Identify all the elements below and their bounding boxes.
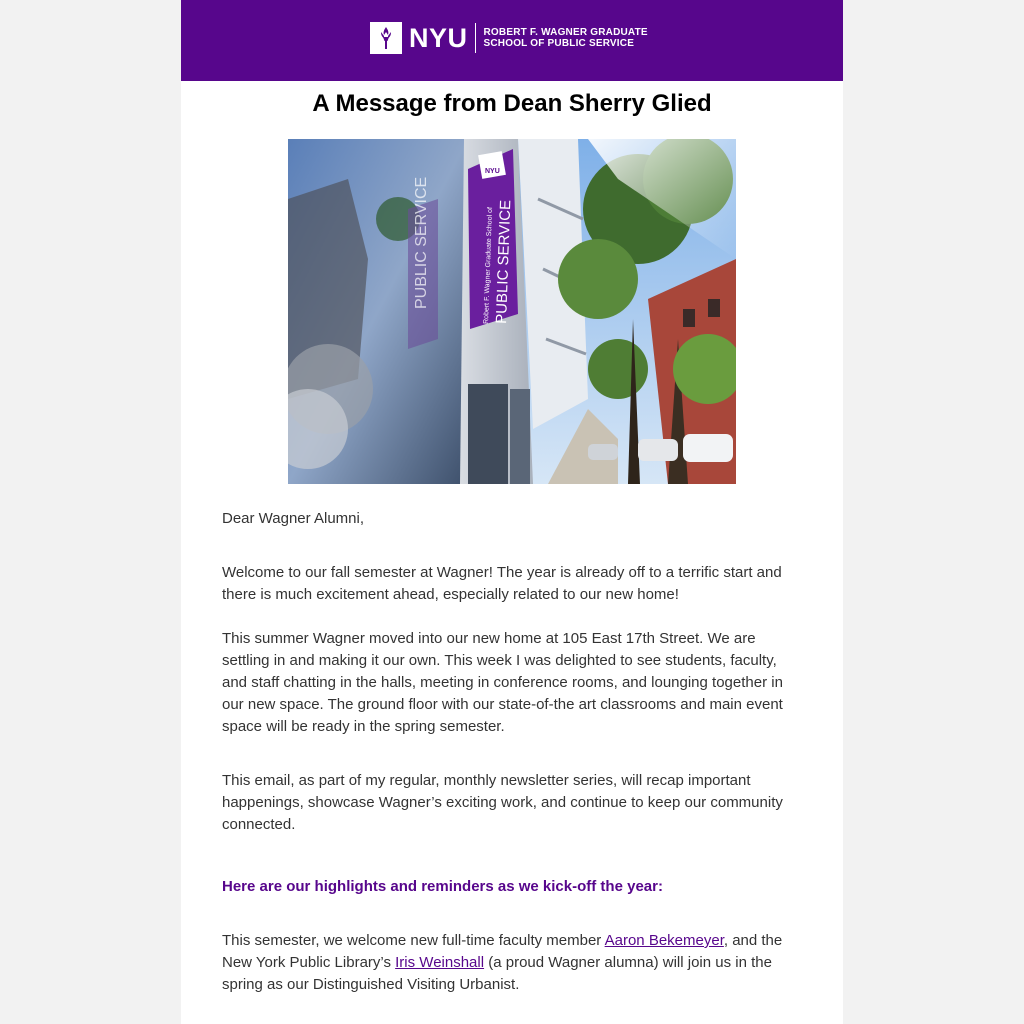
paragraph-faculty-part3: (a proud Wagner alumna) will join us in the spring as our Distinguished Visiting Urbanist. [222, 954, 772, 993]
paragraph-faculty-part2: , and the New York Public Library’s [222, 932, 783, 971]
paragraph-faculty-part1: This semester, we welcome new full-time faculty member [222, 932, 605, 949]
photo-banner-logo: NYU [485, 168, 500, 175]
wagner-building-photo [288, 139, 736, 484]
school-name [484, 27, 648, 49]
email-container [181, 0, 843, 1024]
iris-weinshall-link[interactable]: Iris Weinshall [395, 954, 485, 971]
aaron-bekemeyer-link[interactable]: Aaron Bekemeyer [604, 932, 724, 949]
email-header [181, 0, 843, 81]
logo-divider [475, 23, 476, 53]
paragraph-newsletter: This email, as part of my regular, monthly newsletter series, will recap important happenings, showcase Wagner’s exciting work, and continue to keep our community connected. [222, 772, 783, 833]
photo-reflection-text: PUBLIC SERVICE [413, 176, 430, 309]
school-name-line1: ROBERT F. WAGNER GRADUATE [483, 27, 648, 38]
photo-banner-line2: PUBLIC SERVICE [493, 199, 515, 325]
photo-banner-line1: Robert F. Wagner Graduate School of [483, 207, 495, 325]
greeting: Dear Wagner Alumni, [222, 510, 365, 527]
nyu-wordmark: NYU [409, 23, 468, 53]
school-name-line2: SCHOOL OF PUBLIC SERVICE [483, 38, 635, 49]
paragraph-faculty [222, 930, 802, 996]
highlights-heading: Here are our highlights and reminders as we kick-off the year: [222, 878, 663, 895]
nyu-wagner-logo[interactable] [370, 22, 648, 54]
paragraph-welcome: Welcome to our fall semester at Wagner! The year is already off to a terrific start and there is much excitement ahead, especially related to our new home! [222, 564, 782, 603]
paragraph-new-home: This summer Wagner moved into our new home at 105 East 17th Street. We are settling in and making it our own. This week I was delighted to see students, faculty, and staff chatting in the halls, meeting in conference rooms, and lounging together in our new space. The ground floor with our state-of-the art classrooms and main event space will be ready in the spring semester. [222, 630, 783, 735]
nyu-torch-icon [370, 22, 402, 54]
email-title: A Message from Dean Sherry Glied [312, 90, 712, 117]
